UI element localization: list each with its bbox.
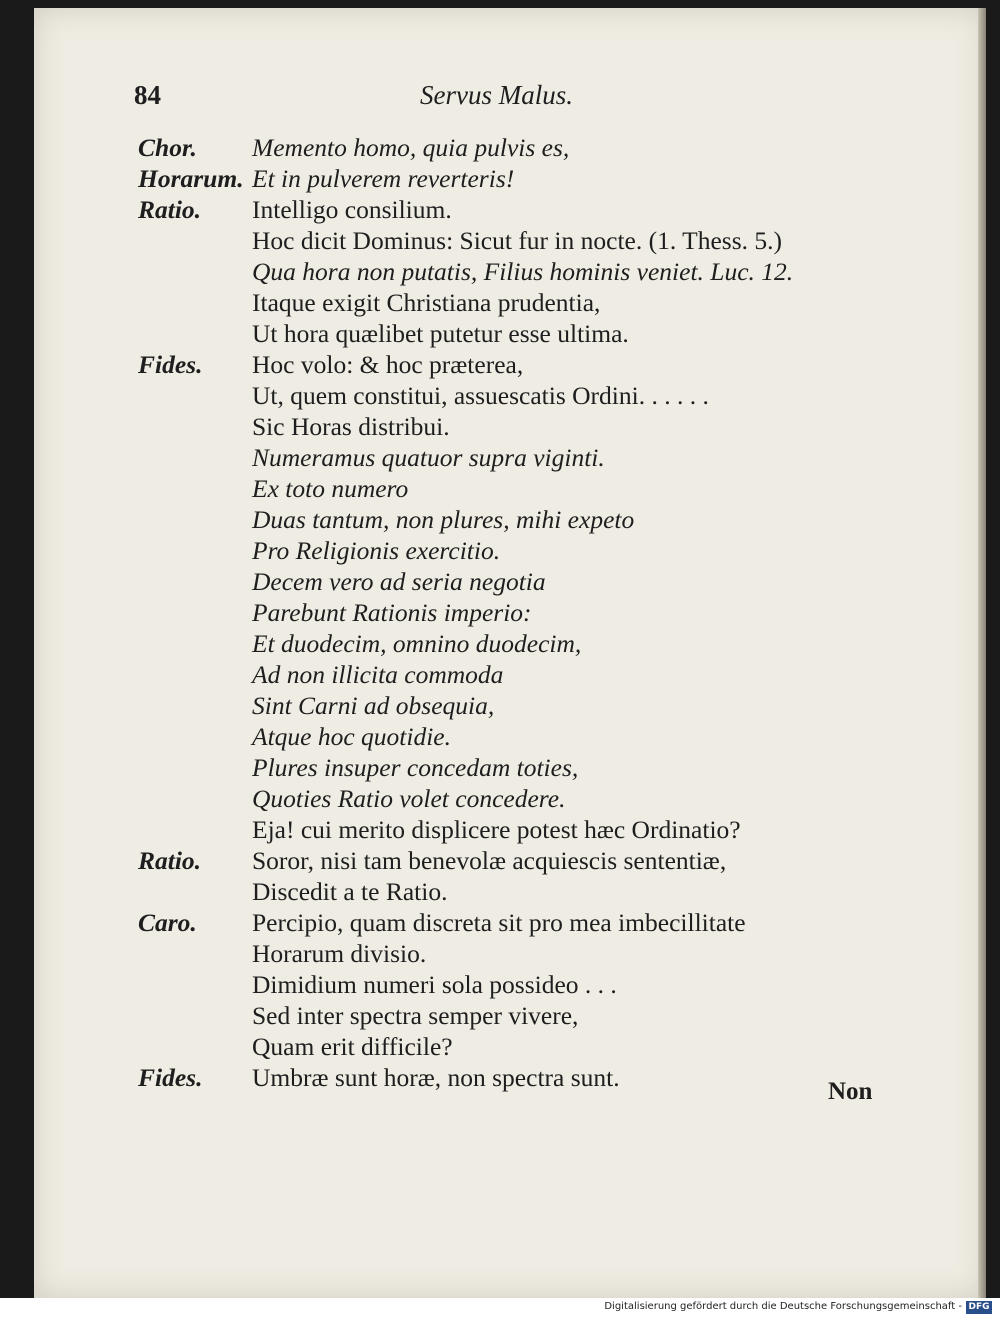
text-line xyxy=(134,1031,894,1062)
text-line xyxy=(134,163,894,194)
text-line xyxy=(134,938,894,969)
line-text: Ex toto numero xyxy=(252,474,409,503)
text-line xyxy=(134,411,894,442)
text-line xyxy=(134,349,894,380)
text-line xyxy=(134,256,894,287)
line-text: Horarum divisio. xyxy=(252,939,427,968)
funding-notice: Digitalisierung gefördert durch die Deutsche Forschungsgemeinschaft - xyxy=(604,1301,962,1312)
text-line xyxy=(134,690,894,721)
line-text: Memento homo, quia pulvis es, xyxy=(252,133,570,162)
line-text: Decem vero ad seria negotia xyxy=(252,567,546,596)
line-text: Numeramus quatuor supra viginti. xyxy=(252,443,605,472)
text-line xyxy=(134,442,894,473)
footer-bar xyxy=(0,1298,1000,1319)
text-line xyxy=(134,504,894,535)
dialogue-text xyxy=(134,132,894,1093)
text-line xyxy=(134,1000,894,1031)
line-text: Pro Religionis exercitio. xyxy=(252,536,501,565)
text-line xyxy=(134,380,894,411)
catchword: Non xyxy=(828,1078,873,1105)
page-edge xyxy=(978,8,986,1298)
text-line xyxy=(134,628,894,659)
text-line xyxy=(134,907,894,938)
text-line xyxy=(134,473,894,504)
line-text: Sic Horas distribui. xyxy=(252,412,450,441)
line-text: Umbræ sunt horæ, non spectra sunt. xyxy=(252,1063,620,1092)
text-line xyxy=(134,876,894,907)
text-line xyxy=(134,814,894,845)
speaker-label: Caro. xyxy=(138,908,197,937)
line-text: Itaque exigit Christiana prudentia, xyxy=(252,288,601,317)
line-text: Ad non illicita commoda xyxy=(252,660,504,689)
running-head: Servus Malus. xyxy=(420,80,573,110)
page-header xyxy=(134,80,734,114)
line-text: Ut hora quælibet putetur esse ultima. xyxy=(252,319,629,348)
speaker-label: Chor. xyxy=(138,133,197,162)
text-line xyxy=(134,752,894,783)
text-line xyxy=(134,597,894,628)
line-text: Soror, nisi tam benevolæ acquiescis sententiæ, xyxy=(252,846,727,875)
text-line xyxy=(134,194,894,225)
line-text: Et in pulverem reverteris! xyxy=(252,164,515,193)
speaker-label: Horarum. xyxy=(138,164,244,193)
speaker-label: Fides. xyxy=(138,350,203,379)
text-line xyxy=(134,969,894,1000)
line-text: Quoties Ratio volet concedere. xyxy=(252,784,566,813)
line-text: Ut, quem constitui, assuescatis Ordini. . . . . . xyxy=(252,381,709,410)
text-line xyxy=(134,132,894,163)
line-text: Hoc volo: & hoc præterea, xyxy=(252,350,524,379)
speaker-label: Fides. xyxy=(138,1063,203,1092)
speaker-label: Ratio. xyxy=(138,195,202,224)
text-line xyxy=(134,659,894,690)
text-line xyxy=(134,721,894,752)
line-text: Sint Carni ad obsequia, xyxy=(252,691,495,720)
line-text: Plures insuper concedam toties, xyxy=(252,753,579,782)
text-line xyxy=(134,225,894,256)
speaker-label: Ratio. xyxy=(138,846,202,875)
dfg-logo-icon: DFG xyxy=(966,1301,992,1314)
line-text: Percipio, quam discreta sit pro mea imbecillitate xyxy=(252,908,746,937)
line-text: Hoc dicit Dominus: Sicut fur in nocte. (1. Thess. 5.) xyxy=(252,226,782,255)
line-text: Intelligo consilium. xyxy=(252,195,452,224)
text-line xyxy=(134,287,894,318)
line-text: Discedit a te Ratio. xyxy=(252,877,448,906)
line-text: Atque hoc quotidie. xyxy=(252,722,451,751)
text-line xyxy=(134,566,894,597)
line-text: Parebunt Rationis imperio: xyxy=(252,598,532,627)
line-text: Eja! cui merito displicere potest hæc Ordinatio? xyxy=(252,815,741,844)
text-line xyxy=(134,1062,894,1093)
text-line xyxy=(134,845,894,876)
text-line xyxy=(134,535,894,566)
line-text: Qua hora non putatis, Filius hominis veniet. Luc. 12. xyxy=(252,257,794,286)
page-number: 84 xyxy=(134,80,161,110)
line-text: Et duodecim, omnino duodecim, xyxy=(252,629,582,658)
line-text: Quam erit difficile? xyxy=(252,1032,453,1061)
line-text: Sed inter spectra semper vivere, xyxy=(252,1001,579,1030)
line-text: Duas tantum, non plures, mihi expeto xyxy=(252,505,635,534)
text-line xyxy=(134,318,894,349)
line-text: Dimidium numeri sola possideo . . . xyxy=(252,970,617,999)
text-line xyxy=(134,783,894,814)
